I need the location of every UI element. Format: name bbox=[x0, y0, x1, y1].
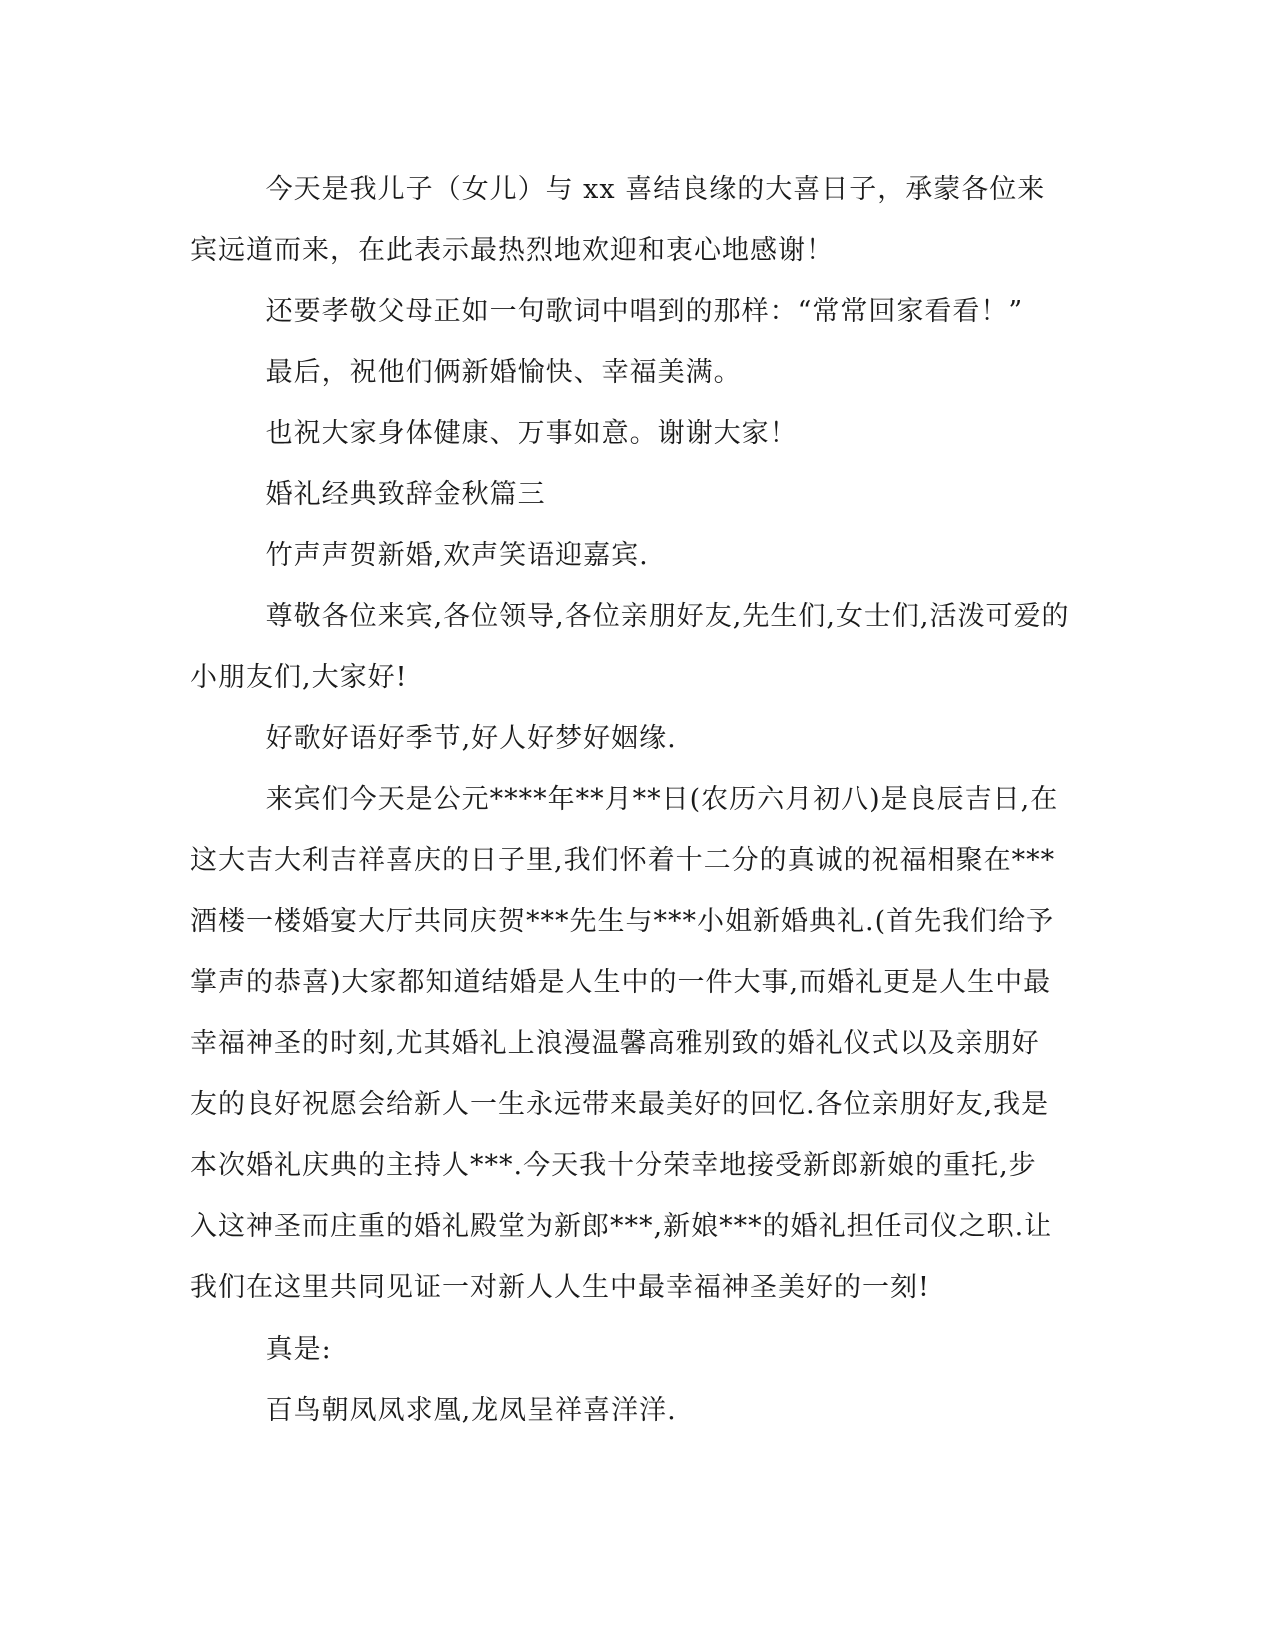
paragraph-main-speech bbox=[190, 769, 1080, 1318]
text-line: 我们在这里共同见证一对新人人生中最幸福神圣美好的一刻! bbox=[190, 1272, 930, 1303]
section-heading bbox=[190, 464, 1080, 525]
text-line: 本次婚礼庆典的主持人***.今天我十分荣幸地接受新郎新娘的重托,步 bbox=[190, 1150, 1037, 1181]
text-line: 好歌好语好季节,好人好梦好姻缘. bbox=[265, 723, 677, 754]
paragraph-greeting bbox=[190, 586, 1080, 708]
text-line: 真是: bbox=[265, 1334, 332, 1365]
text-line: 今天是我儿子（女儿）与 xx 喜结良缘的大喜日子，承蒙各位来 bbox=[265, 174, 1046, 205]
text-line: 掌声的恭喜)大家都知道结婚是人生中的一件大事,而婚礼更是人生中最 bbox=[190, 967, 1052, 998]
text-line: 竹声声贺新婚,欢声笑语迎嘉宾. bbox=[265, 540, 649, 571]
text-line: 这大吉大利吉祥喜庆的日子里,我们怀着十二分的真诚的祝福相聚在*** bbox=[190, 845, 1056, 876]
text-line: 小朋友们,大家好! bbox=[190, 662, 408, 693]
text-line: 入这神圣而庄重的婚礼殿堂为新郎***,新娘***的婚礼担任司仪之职.让 bbox=[190, 1211, 1053, 1242]
text-line: 最后，祝他们俩新婚愉快、幸福美满。 bbox=[265, 357, 742, 388]
paragraph-couplet-opening bbox=[190, 525, 1080, 586]
paragraph-respect-parents bbox=[190, 281, 1080, 342]
text-line: 婚礼经典致辞金秋篇三 bbox=[265, 479, 546, 510]
text-line: 酒楼一楼婚宴大厅共同庆贺***先生与***小姐新婚典礼.(首先我们给予 bbox=[190, 906, 1055, 937]
paragraph-truly bbox=[190, 1319, 1080, 1380]
text-line: 宾远道而来，在此表示最热烈地欢迎和衷心地感谢！ bbox=[190, 235, 834, 266]
text-line: 百鸟朝凤凤求凰,龙凤呈祥喜洋洋. bbox=[265, 1395, 677, 1426]
text-line: 还要孝敬父母正如一句歌词中唱到的那样：“常常回家看看！” bbox=[265, 296, 1024, 327]
paragraph-blessing-guests bbox=[190, 403, 1080, 464]
paragraph-blessing-couple bbox=[190, 342, 1080, 403]
text-line: 也祝大家身体健康、万事如意。谢谢大家！ bbox=[265, 418, 798, 449]
paragraph-welcome bbox=[190, 159, 1080, 281]
paragraph-couplet-phoenix bbox=[190, 1380, 1080, 1441]
text-line: 友的良好祝愿会给新人一生永远带来最美好的回忆.各位亲朋好友,我是 bbox=[190, 1089, 1050, 1120]
paragraph-couplet-good bbox=[190, 708, 1080, 769]
text-line: 尊敬各位来宾,各位领导,各位亲朋好友,先生们,女士们,活泼可爱的 bbox=[265, 601, 1070, 632]
text-line: 来宾们今天是公元****年**月**日(农历六月初八)是良辰吉日,在 bbox=[265, 784, 1059, 815]
text-line: 幸福神圣的时刻,尤其婚礼上浪漫温馨高雅别致的婚礼仪式以及亲朋好 bbox=[190, 1028, 1040, 1059]
